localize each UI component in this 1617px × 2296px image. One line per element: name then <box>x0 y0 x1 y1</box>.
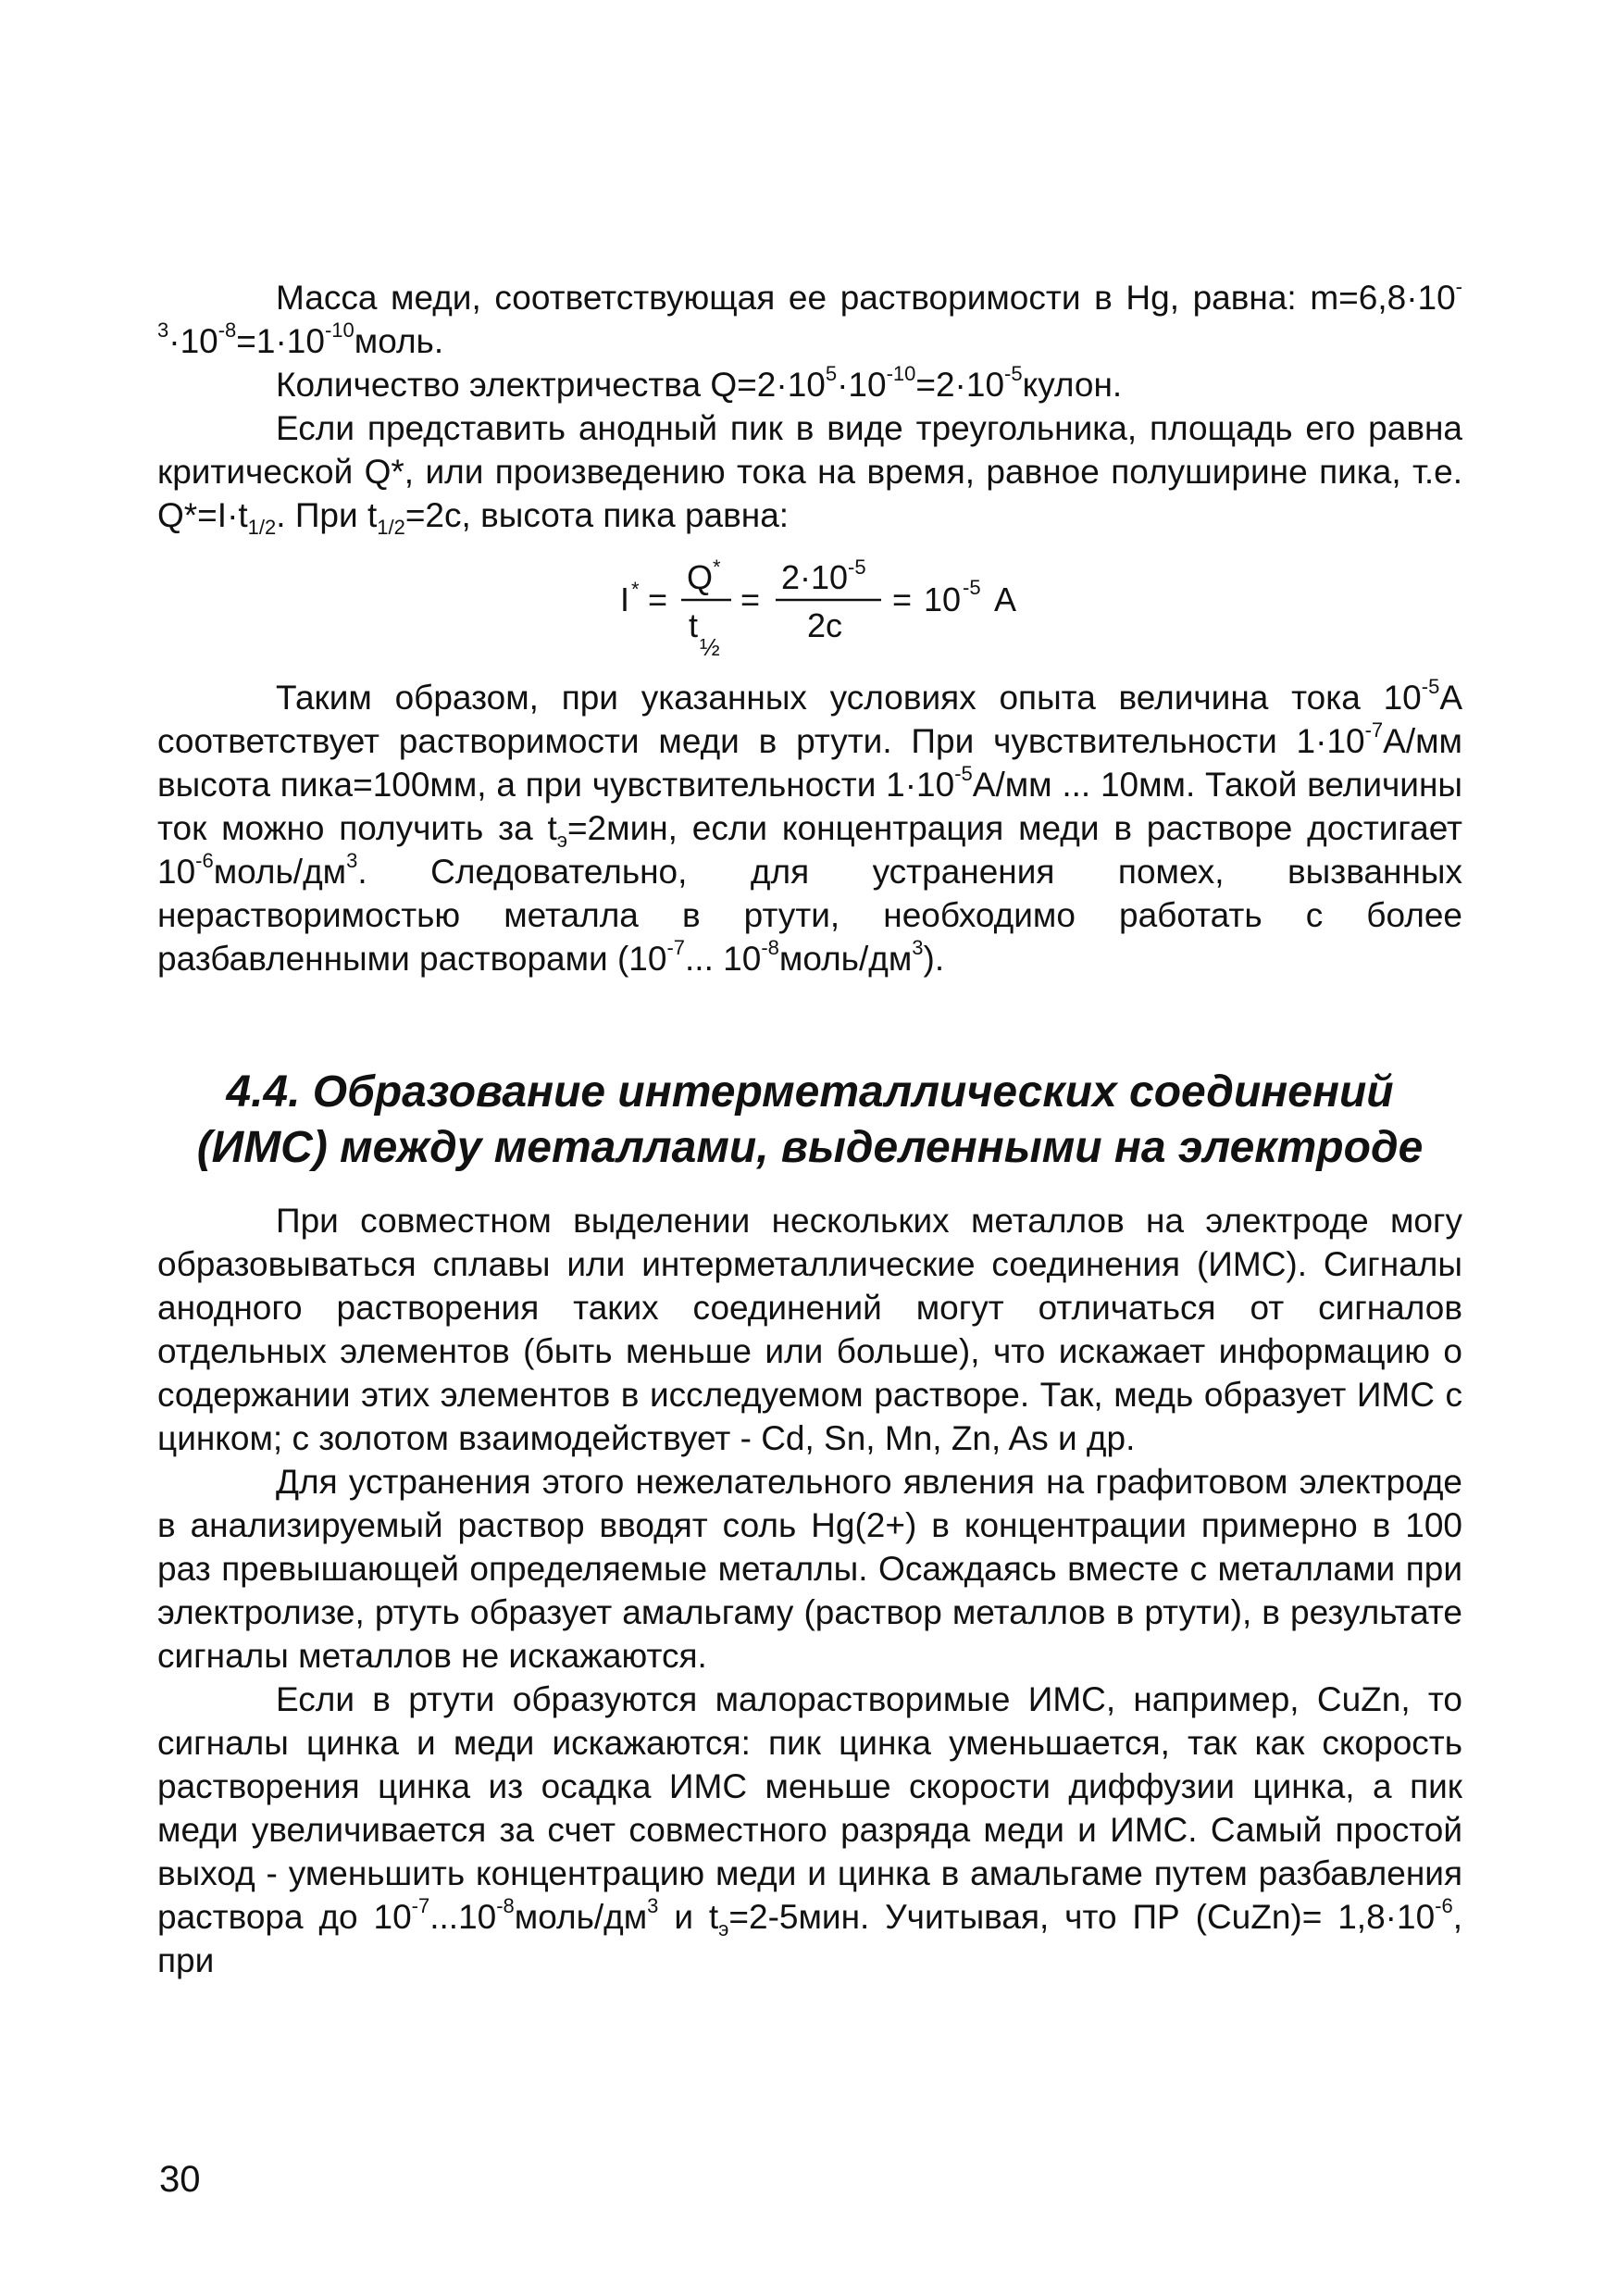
text-block-middle <box>157 676 1462 980</box>
text-run: Таким образом, при указанных условиях опыта величина тока 10 <box>276 679 1422 717</box>
paragraph-ims-intro: При совместном выделении нескольких металлов на электроде могу образовываться сплавы или интерметаллические соединения (ИМС). Сигналы анодного растворения таких соединений могут отличаться от сигналов отдельных элементов (быть меньше или больше), что искажает информацию о содержании этих элементов в исследуемом растворе. Так, медь образует ИМС с цинком; с золотом взаимодействует - Cd, Sn, Mn, Zn, As и др. <box>157 1202 1462 1457</box>
text-run: моль. <box>354 322 444 360</box>
text-run: А соответствует растворимости меди в ртути. При чувствительности 1·10 <box>157 679 1462 760</box>
text-run: моль/дм <box>514 1898 648 1936</box>
text-run: ...10 <box>429 1898 497 1936</box>
text-run: ). <box>923 940 945 978</box>
formula-equals-1: = <box>648 580 668 618</box>
text-run: =2-5мин. Учитывая, что ПР (CuZn)= 1,8·10 <box>728 1898 1436 1936</box>
text-run: Масса меди, соответствующая ее растворимости в Hg, равна: m=6,8·10 <box>276 279 1456 317</box>
superscript: -10 <box>324 318 354 342</box>
paragraph-anodic-peak <box>157 406 1462 537</box>
superscript: -8 <box>218 318 237 342</box>
formula-equals-3: = <box>892 580 913 618</box>
heading-line-1: 4.4. Образование интерметаллических соединений <box>226 1067 1394 1117</box>
superscript: -8 <box>761 936 779 959</box>
formula-result: 10 <box>924 580 962 618</box>
superscript: -6 <box>1435 1894 1453 1917</box>
subscript: 1/2 <box>377 516 405 539</box>
paragraph-conclusion <box>157 676 1462 980</box>
subscript: 1/2 <box>247 516 277 539</box>
superscript: -5 <box>1421 675 1440 698</box>
text-run: А/мм высота пика=100мм, а при чувствительности 1·10 <box>157 722 1462 804</box>
text-run: ... 10 <box>685 940 762 978</box>
text-run: Если в ртути образуются малорастворимые ИМС, например, CuZn, то сигналы цинка и меди искажаются: пик цинка уменьшается, так как скорость растворения цинка из осадка ИМС меньше скорости диффузии цинка, а пик меди увеличивается за счет совместного разряда меди и ИМС. Самый простой выход - уменьшить концентрацию меди и цинка в амальгаме путем разбавления раствора до 10 <box>157 1680 1462 1936</box>
superscript: -7 <box>1364 718 1384 742</box>
superscript: -5 <box>954 762 973 785</box>
subscript: э <box>718 1917 729 1940</box>
superscript: 3 <box>912 936 924 959</box>
text-run: кулон. <box>1022 366 1123 404</box>
peak-current-formula <box>611 552 1129 663</box>
formula-equals-2: = <box>740 580 761 618</box>
paragraph-charge <box>157 363 1462 406</box>
subscript: э <box>556 829 567 852</box>
formula-denominator-2: 2с <box>807 606 843 644</box>
formula-numerator-2: 2·10 <box>781 558 849 596</box>
section-heading <box>157 1065 1462 1176</box>
superscript: -7 <box>666 936 686 959</box>
superscript: -6 <box>195 849 214 872</box>
text-run: ·10 <box>168 322 218 360</box>
superscript: 3 <box>647 1894 659 1917</box>
paragraph-cuzn <box>157 1678 1462 1982</box>
formula-lhs-sup: * <box>631 578 640 601</box>
text-run: =2мин, если концентрация меди в растворе достигает 10 <box>157 809 1462 891</box>
text-run: и t <box>674 1898 719 1936</box>
text-block-top <box>157 276 1462 537</box>
text-run: . При t <box>276 496 378 534</box>
text-run: =1·10 <box>236 322 325 360</box>
formula-unit: A <box>994 580 1017 618</box>
formula-lhs: I <box>620 580 630 618</box>
text-run: =2с, высота пика равна: <box>404 496 790 534</box>
text-run: моль/дм <box>778 940 913 978</box>
superscript: -7 <box>411 1894 430 1917</box>
formula-denominator-1-sub: ½ <box>700 633 720 661</box>
text-block-bottom <box>157 1199 1462 1982</box>
text-run: Количество электричества Q=2·10 <box>276 366 826 404</box>
superscript: -8 <box>496 1894 515 1917</box>
heading-line-2: (ИМС) между металлами, выделенными на электроде <box>196 1123 1424 1172</box>
formula-denominator-1: t <box>689 606 699 644</box>
superscript: -3 <box>157 275 1462 342</box>
superscript: -5 <box>1004 362 1023 385</box>
formula-numerator-1-sup: * <box>713 555 721 579</box>
superscript: 5 <box>825 362 838 385</box>
formula-numerator-2-sup: -5 <box>848 555 866 579</box>
page-number: 30 <box>159 2159 201 2200</box>
text-run: , при <box>157 1898 1462 1979</box>
text-run: Если представить анодный пик в виде треугольника, площадь его равна критической Q*, или произведению тока на время, равное полуширине пика, т.е. Q*=I·t <box>157 409 1462 534</box>
text-run: ·10 <box>837 366 887 404</box>
superscript: -10 <box>886 362 916 385</box>
superscript: 3 <box>346 849 358 872</box>
formula-numerator-1: Q <box>687 558 714 596</box>
text-run: А/мм ... 10мм. Такой величины ток можно получить за t <box>157 766 1462 847</box>
formula-result-sup: -5 <box>963 576 981 599</box>
paragraph-copper-mass <box>157 276 1462 363</box>
paragraph-mercury-salt: Для устранения этого нежелательного явления на графитовом электроде в анализируемый раствор вводят соль Hg(2+) в концентрации примерно в 100 раз превышающей определяемые металлы. Осаждаясь вместе с металлами при электролизе, ртуть образует амальгаму (раствор металлов в ртути), в результате сигналы металлов не искажаются. <box>157 1463 1462 1675</box>
text-run: . Следовательно, для устранения помех, вызванных нерастворимостью металла в ртути, необходимо работать с более разбавленными растворами (10 <box>157 853 1462 978</box>
text-run: =2·10 <box>915 366 1005 404</box>
text-run: моль/дм <box>213 853 347 891</box>
